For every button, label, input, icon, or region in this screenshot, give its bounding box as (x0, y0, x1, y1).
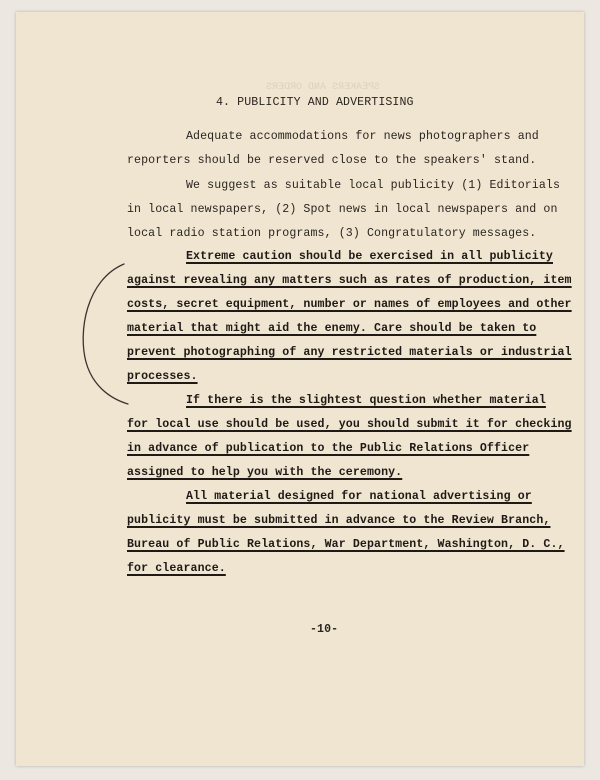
p4-line-2: for local use should be used, you should submit it for checking (127, 418, 572, 431)
section-heading: 4. PUBLICITY AND ADVERTISING (216, 96, 414, 109)
p5-line-4: for clearance. (127, 562, 226, 575)
p2-line-1: We suggest as suitable local publicity (1) Editorials (186, 179, 561, 192)
p2-line-3: local radio station programs, (3) Congratulatory messages. (127, 227, 537, 240)
p5-line-2: publicity must be submitted in advance to the Review Branch, (127, 514, 551, 527)
p3-line-2: against revealing any matters such as rates of production, item (127, 274, 572, 287)
p5-line-3: Bureau of Public Relations, War Department, Washington, D. C., (127, 538, 565, 551)
p1-line-2: reporters should be reserved close to the speakers' stand. (127, 154, 537, 167)
p3-line-6: processes. (127, 370, 198, 383)
p3-line-5: prevent photographing of any restricted materials or industrial (127, 346, 572, 359)
page-number: -10- (310, 623, 339, 636)
show-through-text: SPEAKERS AND ORDERS (266, 82, 381, 93)
document-page (16, 12, 584, 766)
p3-line-4: material that might aid the enemy. Care should be taken to (127, 322, 537, 335)
p5-line-1: All material designed for national advertising or (186, 490, 532, 503)
margin-bracket-mark (16, 12, 136, 432)
p3-line-3: costs, secret equipment, number or names of employees and other (127, 298, 572, 311)
p2-line-2: in local newspapers, (2) Spot news in local newspapers and on (127, 203, 558, 216)
p1-line-1: Adequate accommodations for news photographers and (186, 130, 539, 143)
p4-line-1: If there is the slightest question whether material (186, 394, 546, 407)
p4-line-3: in advance of publication to the Public Relations Officer (127, 442, 530, 455)
p3-line-1: Extreme caution should be exercised in all publicity (186, 250, 553, 263)
p4-line-4: assigned to help you with the ceremony. (127, 466, 403, 479)
